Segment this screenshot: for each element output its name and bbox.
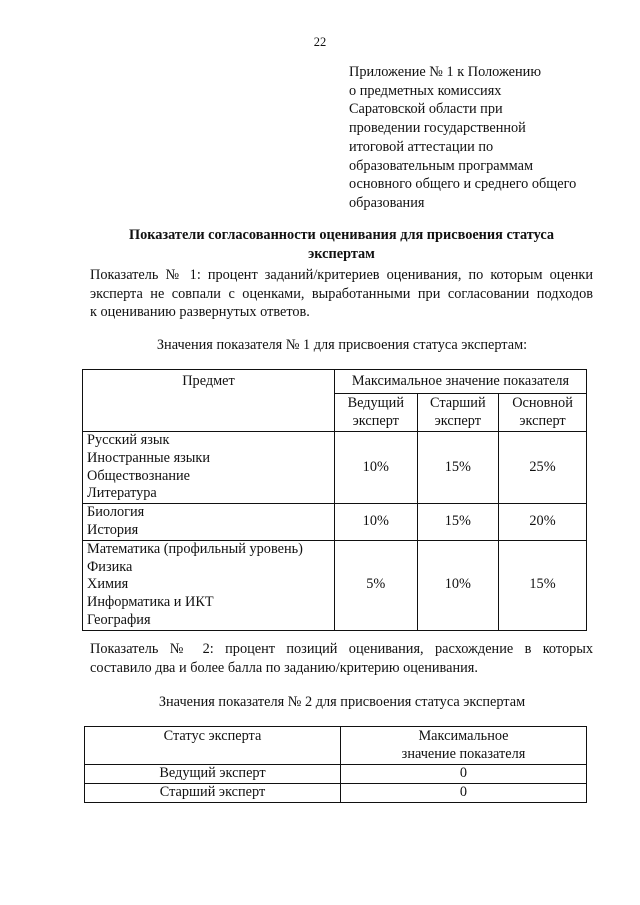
subject-cell: Математика (профильный уровень) Физика Химия Информатика и ИКТ География bbox=[83, 540, 335, 630]
max-value-column-header: Максимальное значение показателя bbox=[335, 370, 587, 394]
annex-line: проведении государственной bbox=[349, 120, 526, 137]
status-column-header: Статус эксперта bbox=[85, 727, 341, 765]
table-1-caption: Значения показателя № 1 для присвоения статуса экспертам: bbox=[156, 337, 528, 353]
annex-line: о предметных комиссиях bbox=[349, 82, 502, 99]
table-row bbox=[83, 432, 587, 504]
indicator-1-table bbox=[82, 369, 587, 631]
subject-column-header: Предмет bbox=[83, 370, 335, 432]
value-cell: 15% bbox=[417, 504, 498, 541]
role-header-lead: Ведущий эксперт bbox=[335, 394, 418, 432]
value-cell: 15% bbox=[417, 432, 498, 504]
status-cell: Ведущий эксперт bbox=[85, 765, 341, 784]
table-row bbox=[85, 783, 587, 802]
indicator-2-table bbox=[84, 726, 587, 803]
annex-line: Приложение № 1 к Положению bbox=[349, 64, 541, 80]
subject-cell: Русский язык Иностранные языки Обществознание Литература bbox=[83, 432, 335, 504]
annex-line: Саратовской области при bbox=[349, 101, 503, 118]
paragraph-line: эксперта не совпали с оценками, выработанными при согласовании подходов bbox=[90, 285, 593, 302]
annex-reference bbox=[349, 63, 609, 213]
value-cell: 10% bbox=[335, 504, 418, 541]
subject-cell: Биология История bbox=[83, 504, 335, 541]
table-row bbox=[83, 540, 587, 630]
value-cell: 5% bbox=[335, 540, 418, 630]
role-header-main: Основной эксперт bbox=[499, 394, 587, 432]
table-2-caption: Значения показателя № 2 для присвоения статуса экспертам bbox=[158, 694, 526, 710]
value-cell: 10% bbox=[335, 432, 418, 504]
page-number: 22 bbox=[313, 35, 327, 49]
annex-line: основного общего и среднего общего bbox=[349, 176, 577, 193]
value-cell: 0 bbox=[341, 783, 587, 802]
heading-line: экспертам bbox=[308, 245, 375, 262]
max-value-column-header: Максимальное значение показателя bbox=[341, 727, 587, 765]
value-cell: 10% bbox=[417, 540, 498, 630]
annex-line: образования bbox=[349, 194, 425, 211]
value-cell: 15% bbox=[499, 540, 587, 630]
heading-line: Показатели согласованности оценивания для присвоения статуса bbox=[128, 227, 555, 243]
role-header-senior: Старший эксперт bbox=[417, 394, 498, 432]
annex-line: итоговой аттестации по bbox=[349, 138, 494, 155]
status-cell: Старший эксперт bbox=[85, 783, 341, 802]
indicator-2-description bbox=[90, 640, 593, 677]
paragraph-line: составило два и более балла по заданию/критерию оценивания. bbox=[90, 659, 478, 676]
section-heading bbox=[90, 226, 593, 263]
value-cell: 20% bbox=[499, 504, 587, 541]
paragraph-line: Показатель № 1: процент заданий/критериев оценивания, по которым оценки bbox=[90, 267, 593, 283]
value-cell: 0 bbox=[341, 765, 587, 784]
paragraph-line: Показатель № 2: процент позиций оценивания, расхождение в которых bbox=[90, 641, 593, 657]
indicator-1-description bbox=[90, 266, 593, 322]
annex-line: образовательным программам bbox=[349, 157, 533, 174]
table-row bbox=[83, 504, 587, 541]
paragraph-line: к оцениванию развернутых ответов. bbox=[90, 304, 310, 321]
table-row bbox=[85, 765, 587, 784]
value-cell: 25% bbox=[499, 432, 587, 504]
